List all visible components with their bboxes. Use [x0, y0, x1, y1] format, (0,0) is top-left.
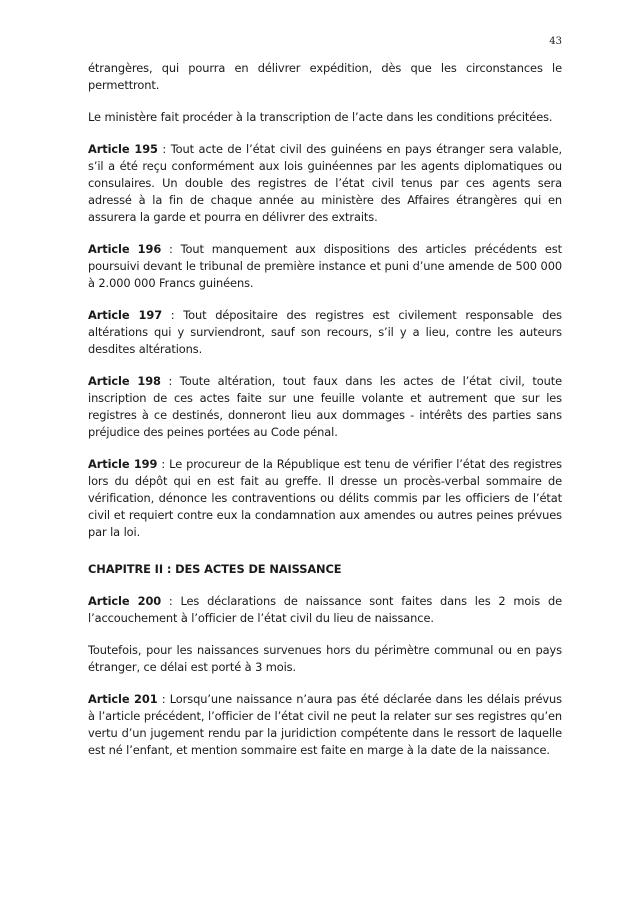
article-text: : Les déclarations de naissance sont faites dans les 2 mois de l’accouchement à l’officier de l’état civil du lieu de naissance. [88, 594, 562, 625]
article-text: : Lorsqu’une naissance n’aura pas été déclarée dans les délais prévus à l’article précédent, l’officier de l’état civil ne peut la relater sur ses registres qu’en vertu d’un jugement rendu par la juridiction compétente dans le ressort de laquelle est né l’enfant, et mention sommaire est faite en marge à la date de la naissance. [88, 692, 562, 757]
paragraph [88, 60, 562, 94]
article-text: : Tout acte de l’état civil des guinéens en pays étranger sera valable, s’il a été reçu conformément aux lois guinéennes par les agents diplomatiques ou consulaires. Un double des registres de l’état civil tenus par ces agents sera adressé à la fin de chaque année au ministère des Affaires étrangères qui en assurera la garde et pourra en délivrer des extraits. [88, 142, 562, 224]
page-number: 43 [549, 36, 562, 47]
article-text: : Toute altération, tout faux dans les actes de l’état civil, toute inscription de ces actes faite sur une feuille volante et autrement que sur les registres à ce destinés, donneront lieu aux dommages - intérêts des parties sans préjudice des peines portées au Code pénal. [88, 374, 563, 439]
article-198 [88, 373, 562, 441]
article-label: Article 201 [88, 692, 158, 706]
article-195 [88, 141, 562, 226]
article-196 [88, 241, 562, 292]
article-label: Article 200 [88, 594, 162, 608]
article-200 [88, 593, 562, 627]
article-text: : Tout manquement aux dispositions des articles précédents est poursuivi devant le tribunal de première instance et puni d’une amende de 500 000 à 2.000 000 Francs guinéens. [88, 242, 562, 290]
document-body [88, 60, 562, 774]
paragraph-text: Le ministère fait procéder à la transcription de l’acte dans les conditions précitées. [88, 110, 553, 124]
article-text: : Tout dépositaire des registres est civilement responsable des altérations qui y surviendront, sauf son recours, s’il y a lieu, contre les auteurs desdites altérations. [88, 308, 563, 356]
article-label: Article 196 [88, 242, 162, 256]
article-label: Article 195 [88, 142, 158, 156]
article-label: Article 197 [88, 308, 163, 322]
article-201 [88, 691, 562, 759]
article-197 [88, 307, 562, 358]
paragraph [88, 642, 562, 676]
paragraph-text: Toutefois, pour les naissances survenues hors du périmètre communal ou en pays étranger, ce délai est porté à 3 mois. [88, 643, 562, 674]
paragraph [88, 109, 562, 126]
chapter-heading: CHAPITRE II : DES ACTES DE NAISSANCE [88, 562, 342, 576]
article-199 [88, 456, 562, 541]
article-label: Article 199 [88, 457, 158, 471]
paragraph-text: étrangères, qui pourra en délivrer expédition, dès que les circonstances le permettront. [88, 61, 562, 92]
article-text: : Le procureur de la République est tenu de vérifier l’état des registres lors du dépôt qui en est fait au greffe. Il dresse un procès-verbal sommaire de vérification, dénonce les contraventions ou délits commis par les officiers de l’état civil et requiert contre eux la condamnation aux amendes ou autres peines prévues par la loi. [88, 457, 562, 539]
article-label: Article 198 [88, 374, 161, 388]
